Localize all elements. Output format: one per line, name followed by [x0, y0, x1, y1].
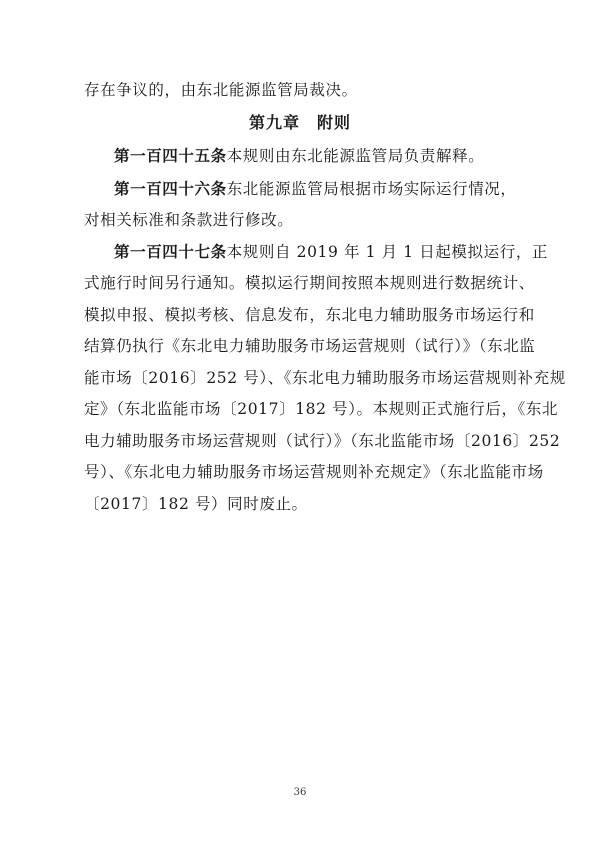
- article-text-line: 式施行时间另行通知。模拟运行期间按照本规则进行数据统计、: [84, 274, 535, 292]
- article-text-line: 号）、《东北电力辅助服务市场运营规则补充规定》（东北监能市场: [84, 463, 544, 481]
- article-146: [0, 179, 600, 199]
- article-text-line: 模拟申报、模拟考核、信息发布，东北电力辅助服务市场运行和: [84, 306, 535, 324]
- article-text-line: 结算仍执行《东北电力辅助服务市场运营规则（试行）》（东北监: [84, 337, 536, 355]
- article-text-line: 〔2017〕182 号）同时废止。: [84, 495, 308, 513]
- article-text-line: 东北能源监管局根据市场实际运行情况，: [226, 180, 517, 198]
- article-147: [0, 242, 600, 262]
- article-number: 第一百四十七条: [114, 243, 227, 261]
- article-text-line: 本规则自 2019 年 1 月 1 日起模拟运行，正: [226, 243, 549, 261]
- article-text-line: 对相关标准和条款进行修改。: [84, 211, 294, 229]
- chapter-heading: 第九章 附则: [248, 113, 351, 132]
- article-number: 第一百四十六条: [114, 180, 227, 198]
- article-text-line: 本规则由东北能源监管局负责解释。: [226, 147, 485, 165]
- continuation-line: 存在争议的，由东北能源监管局裁决。: [84, 81, 358, 99]
- article-number: 第一百四十五条: [114, 147, 227, 165]
- article-text-line: 能市场〔2016〕252 号）、《东北电力辅助服务市场运营规则补充规: [84, 369, 566, 387]
- page-number: 36: [293, 787, 307, 798]
- article-text-line: 电力辅助服务市场运营规则（试行）》（东北监能市场〔2016〕252: [84, 432, 561, 450]
- article-145: [0, 146, 600, 166]
- article-text-line: 定》（东北监能市场〔2017〕182 号）。本规则正式施行后，《东北: [84, 400, 559, 418]
